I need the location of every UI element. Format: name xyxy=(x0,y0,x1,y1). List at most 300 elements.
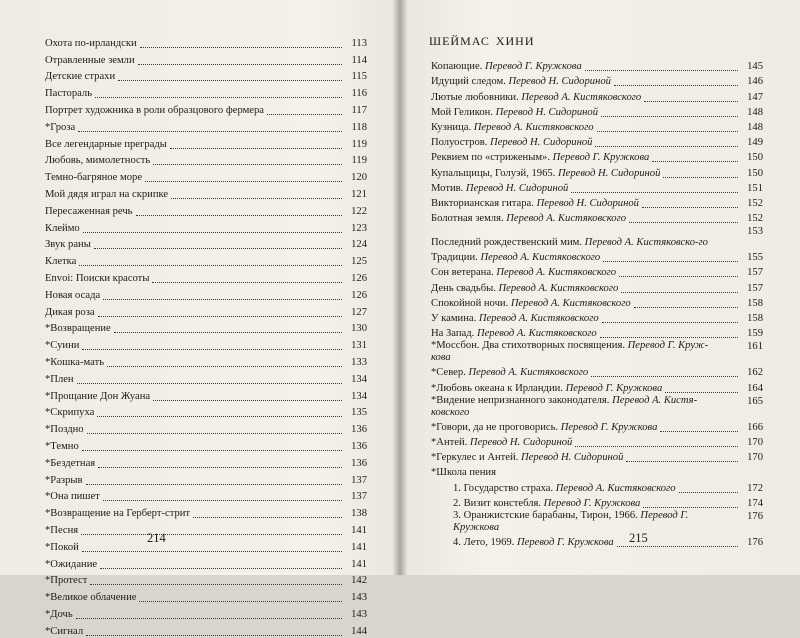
toc-entry-title xyxy=(431,383,662,395)
dot-leader xyxy=(98,467,342,468)
toc-entry xyxy=(45,151,367,168)
toc-title-text: *Гроза xyxy=(45,121,76,133)
toc-title-text: Охота по-ирландски xyxy=(45,37,137,49)
toc-entry xyxy=(431,279,763,294)
toc-entry xyxy=(431,210,763,225)
toc-page-number: 134 xyxy=(351,373,367,385)
toc-translator: Перевод Г. Круж-кова xyxy=(431,340,709,364)
toc-entry xyxy=(45,83,367,100)
toc-title-text: Клеймо xyxy=(45,222,80,234)
toc-page-number: 157 xyxy=(747,282,763,294)
toc-entry xyxy=(45,251,367,268)
toc-title-text: *Скрипуха xyxy=(45,407,95,419)
toc-entry xyxy=(45,184,367,201)
toc-page-number: 123 xyxy=(351,222,367,234)
toc-page-number: 130 xyxy=(351,323,367,335)
dot-leader xyxy=(118,80,342,81)
toc-entry-title xyxy=(45,55,135,67)
dot-leader xyxy=(602,322,738,323)
toc-entry-title xyxy=(45,626,83,638)
toc-page-number: 170 xyxy=(747,452,763,464)
toc-entry xyxy=(431,104,763,119)
toc-title-text: Сон ветерана. xyxy=(431,267,497,279)
toc-entry xyxy=(45,352,367,369)
dot-leader xyxy=(97,416,342,417)
toc-entry-title xyxy=(45,542,79,554)
toc-page-number: 152 xyxy=(747,197,763,209)
toc-entry xyxy=(431,510,763,534)
dot-leader xyxy=(170,148,342,149)
toc-page-number: 117 xyxy=(351,104,367,116)
toc-title-text: *Любовь океана к Ирландии. xyxy=(431,382,566,394)
toc-entry-title xyxy=(45,38,137,50)
dot-leader xyxy=(652,161,738,162)
toc-page-number: 126 xyxy=(351,272,367,284)
left-page xyxy=(0,0,393,637)
toc-entry xyxy=(45,134,367,151)
book-gutter xyxy=(393,0,407,575)
toc-entry-title xyxy=(45,206,133,218)
toc-page-number: 172 xyxy=(747,482,763,494)
toc-translator: Перевод Г. Кружкова xyxy=(516,536,614,548)
toc-entry-title xyxy=(45,424,84,436)
toc-entry-title xyxy=(45,323,111,335)
toc-page-number: 137 xyxy=(351,491,367,503)
toc-page-number: 145 xyxy=(747,61,763,73)
toc-entry xyxy=(45,487,367,504)
toc-title-text: 2. Визит констебля. xyxy=(453,497,544,509)
toc-title-text: *Покой xyxy=(45,541,79,553)
toc-page-number: 122 xyxy=(351,205,367,217)
toc-entry xyxy=(45,403,367,420)
toc-entry xyxy=(45,302,367,319)
toc-entry-title xyxy=(431,452,623,464)
toc-entry-title xyxy=(45,559,97,571)
toc-translator: Перевод А. Кистяковско-го xyxy=(584,237,708,249)
toc-entry xyxy=(431,340,763,364)
toc-title-text: Пастораль xyxy=(45,88,93,100)
left-toc xyxy=(45,33,367,638)
toc-title-text: *Темно xyxy=(45,440,79,452)
dot-leader xyxy=(601,116,738,117)
dot-leader xyxy=(107,366,342,367)
toc-entry-title xyxy=(431,76,611,88)
dot-leader xyxy=(86,635,342,636)
toc-entry xyxy=(45,621,367,638)
right-toc xyxy=(431,58,763,549)
dot-leader xyxy=(600,337,738,338)
toc-entry xyxy=(431,134,763,149)
dot-leader xyxy=(81,534,342,535)
dot-leader xyxy=(617,546,738,547)
toc-title-text: *Плен xyxy=(45,373,74,385)
toc-page-number: 176 xyxy=(747,510,763,522)
toc-title-text: *Она пишет xyxy=(45,491,100,503)
dot-leader xyxy=(571,192,738,193)
toc-title-text: *Песня xyxy=(45,524,79,536)
toc-entry-title xyxy=(431,198,639,210)
dot-leader xyxy=(660,431,738,432)
toc-entry-title xyxy=(431,467,496,479)
toc-title-text: День свадьбы. xyxy=(431,282,499,294)
toc-entry-title xyxy=(431,107,598,119)
toc-translator: Перевод А. Кистяковского xyxy=(521,91,642,103)
toc-entry xyxy=(45,436,367,453)
dot-leader xyxy=(621,292,738,293)
toc-page-number: 134 xyxy=(351,390,367,402)
toc-title-text: Отравленные земли xyxy=(45,54,135,66)
toc-title-text: *Ожидание xyxy=(45,558,98,570)
toc-page-number: 141 xyxy=(351,558,367,570)
toc-entry xyxy=(431,310,763,325)
toc-page-number: 165 xyxy=(747,395,763,407)
toc-title-text: Портрет художника в роли образцового фермера xyxy=(45,104,264,116)
toc-entry-title xyxy=(45,172,142,184)
toc-title-text: *Геркулес и Антей. xyxy=(431,452,521,464)
dot-leader xyxy=(83,232,342,233)
toc-page-number: 136 xyxy=(351,440,367,452)
toc-entry xyxy=(431,58,763,73)
toc-page-number: 142 xyxy=(351,575,367,587)
toc-entry-title xyxy=(45,357,104,369)
toc-page-number: 120 xyxy=(351,172,367,184)
toc-page-number: 127 xyxy=(351,306,367,318)
dot-leader xyxy=(78,131,342,132)
toc-entry-title xyxy=(45,256,76,268)
toc-entry-title xyxy=(431,183,568,195)
toc-entry xyxy=(45,503,367,520)
dot-leader xyxy=(585,70,738,71)
toc-page-number: 133 xyxy=(351,356,367,368)
toc-page-number: 148 xyxy=(747,106,763,118)
toc-entry xyxy=(431,364,763,379)
toc-entry-title xyxy=(45,139,167,151)
toc-entry-title xyxy=(45,189,168,201)
dot-leader xyxy=(138,64,342,65)
toc-page-number: 152 xyxy=(747,213,763,225)
toc-title-text: Спокойной ночи. xyxy=(431,297,511,309)
toc-page-number: 149 xyxy=(747,137,763,149)
toc-entry xyxy=(45,587,367,604)
toc-page-number: 161 xyxy=(747,341,763,353)
dot-leader xyxy=(603,261,738,262)
toc-page-number: 158 xyxy=(747,313,763,324)
toc-entry-title xyxy=(45,592,136,604)
dot-leader xyxy=(87,433,342,434)
toc-title-text: Мотив. xyxy=(431,182,466,194)
toc-title-text: *Поздно xyxy=(45,424,84,436)
toc-entry-title xyxy=(431,340,711,364)
toc-entry-title xyxy=(431,237,711,249)
toc-entry-title xyxy=(45,307,95,319)
toc-title-text: Купальщицы, Голуэй, 1965. xyxy=(431,167,558,179)
toc-page-number: 119 xyxy=(351,138,367,150)
toc-translator: Перевод Г. Кружкова xyxy=(560,421,658,433)
toc-title-text: *Бездетная xyxy=(45,457,96,469)
toc-entry-title xyxy=(45,122,75,134)
toc-entry-title xyxy=(431,437,572,449)
dot-leader xyxy=(619,276,738,277)
dot-leader xyxy=(82,349,342,350)
toc-entry-title xyxy=(45,239,91,251)
toc-title-text: Традиции. xyxy=(431,252,481,264)
toc-title-text: Темно-багряное море xyxy=(45,172,143,184)
toc-entry xyxy=(431,180,763,195)
toc-page-number: 162 xyxy=(747,367,763,379)
toc-title-text: Викторианская гитара. xyxy=(431,197,537,209)
toc-title-text: Мой дядя играл на скрипке xyxy=(45,188,169,200)
toc-entry xyxy=(431,164,763,179)
toc-title-text: 4. Лето, 1969. xyxy=(453,536,517,548)
dot-leader xyxy=(82,551,342,552)
dot-leader xyxy=(193,517,342,518)
toc-entry xyxy=(431,264,763,279)
toc-title-text: Последний рождественский мим. xyxy=(431,237,585,249)
toc-title-text: *Видение непризнанного законодателя. xyxy=(431,394,613,406)
dot-leader xyxy=(575,446,738,447)
toc-translator: Перевод А. Кистяковского xyxy=(498,282,619,294)
toc-entry-title xyxy=(45,273,149,285)
dot-leader xyxy=(95,97,342,98)
toc-page-number: 170 xyxy=(747,436,763,448)
dot-leader xyxy=(82,450,342,451)
toc-entry-title xyxy=(431,252,600,264)
toc-title-text: Детские страхи xyxy=(45,71,116,83)
toc-entry xyxy=(45,33,367,50)
toc-title-text: Реквием по «стриженым». xyxy=(431,152,553,164)
dot-leader xyxy=(642,207,738,208)
toc-page-number: 136 xyxy=(351,424,367,436)
toc-title-text: *Суини xyxy=(45,340,80,352)
dot-leader xyxy=(597,131,738,132)
dot-leader xyxy=(140,47,342,48)
toc-entry xyxy=(431,419,763,434)
dot-leader xyxy=(103,500,342,501)
toc-entry-title xyxy=(431,483,676,495)
toc-page-number: 131 xyxy=(351,340,367,352)
toc-title-text: *Возвращение xyxy=(45,323,111,335)
toc-page-number: 124 xyxy=(351,239,367,251)
toc-entry-title xyxy=(45,340,79,352)
toc-page-number: 157 xyxy=(747,267,763,279)
toc-translator: Перевод А. Кистяковского xyxy=(496,267,617,279)
toc-entry-title xyxy=(45,374,74,386)
dot-leader xyxy=(643,507,738,508)
toc-translator: Перевод А. Кистяковского xyxy=(468,367,589,379)
toc-entry xyxy=(45,67,367,84)
toc-entry-title xyxy=(45,458,95,470)
toc-entry xyxy=(45,571,367,588)
toc-page-number: 155 xyxy=(747,252,763,264)
toc-entry xyxy=(45,537,367,554)
toc-translator: Перевод А. Кистяковского xyxy=(510,297,631,309)
toc-translator: Перевод А. Кистяковского xyxy=(473,121,594,133)
toc-page-number: 114 xyxy=(351,54,367,66)
toc-page-number: 150 xyxy=(747,167,763,179)
toc-entry-title xyxy=(45,290,100,302)
toc-page-number: 136 xyxy=(351,457,367,469)
toc-entry xyxy=(431,119,763,134)
toc-translator: Перевод Н. Сидориной xyxy=(465,182,569,194)
dot-leader xyxy=(591,376,738,377)
toc-entry xyxy=(45,218,367,235)
toc-title-text: Клетка xyxy=(45,256,77,268)
dot-leader xyxy=(76,618,342,619)
dot-leader xyxy=(86,484,343,485)
toc-entry xyxy=(431,379,763,394)
toc-entry xyxy=(45,335,367,352)
toc-page-number: 125 xyxy=(351,256,367,268)
toc-page-number: 119 xyxy=(351,155,367,167)
dot-leader xyxy=(152,282,342,283)
toc-entry-title xyxy=(45,223,80,235)
toc-entry-title xyxy=(431,92,641,104)
dot-leader xyxy=(171,198,342,199)
toc-translator: Перевод Г. Кружкова xyxy=(565,382,663,394)
toc-entry xyxy=(45,470,367,487)
toc-entry-title xyxy=(431,367,588,379)
toc-entry xyxy=(45,167,367,184)
dot-leader xyxy=(595,146,738,147)
toc-page-number: 158 xyxy=(747,297,763,309)
toc-title-text: Мой Геликон. xyxy=(431,106,496,118)
dot-leader xyxy=(644,101,738,102)
toc-translator: Перевод А. Кистяковского xyxy=(478,313,599,324)
toc-title-text: Пересаженная речь xyxy=(45,205,133,217)
toc-entry-title xyxy=(45,441,79,453)
toc-translator: Перевод Г. Кружкова xyxy=(552,152,650,164)
toc-title-text: *Великое облачение xyxy=(45,592,137,604)
toc-entry-title xyxy=(431,313,599,325)
toc-entry-title xyxy=(45,105,264,117)
toc-entry xyxy=(45,453,367,470)
toc-title-text: Дикая роза xyxy=(45,306,95,318)
toc-entry-title xyxy=(431,395,711,419)
toc-entry xyxy=(45,50,367,67)
toc-entry-title xyxy=(431,137,592,149)
toc-page-number: 143 xyxy=(351,592,367,604)
toc-entry xyxy=(45,386,367,403)
toc-entry-title xyxy=(45,88,92,100)
author-heading: ШЕЙМАС ХИНИ xyxy=(429,34,535,48)
dot-leader xyxy=(153,400,342,401)
toc-entry xyxy=(431,225,763,249)
toc-entry-title xyxy=(45,475,83,487)
toc-title-text: 3. Оранжистские барабаны, Тирон, 1966. xyxy=(453,509,641,521)
toc-page-number: 148 xyxy=(747,121,763,133)
toc-title-text: Все легендарные преграды xyxy=(45,138,167,150)
toc-entry xyxy=(45,419,367,436)
dot-leader xyxy=(267,114,342,115)
toc-translator: Перевод Н. Сидориной xyxy=(508,76,611,88)
toc-title-text: Копающие. xyxy=(431,61,485,73)
dot-leader xyxy=(629,222,738,223)
toc-entry xyxy=(431,449,763,464)
toc-entry xyxy=(45,285,367,302)
toc-title-text: Полуостров. xyxy=(431,137,491,149)
toc-entry xyxy=(431,395,763,419)
dot-leader xyxy=(77,383,342,384)
toc-page-number: 150 xyxy=(747,152,763,164)
left-page-number: 214 xyxy=(147,531,166,545)
dot-leader xyxy=(145,181,342,182)
toc-title-text: *Говори, да не проговорись. xyxy=(431,421,561,433)
toc-page-number: 151 xyxy=(747,182,763,194)
toc-entry-title xyxy=(431,422,657,434)
toc-entry-title xyxy=(431,152,649,164)
toc-translator: Перевод Г. Кружкова xyxy=(453,509,689,533)
toc-entry xyxy=(45,117,367,134)
toc-entry xyxy=(431,149,763,164)
toc-translator: Перевод А. Кистяковского xyxy=(555,482,676,494)
toc-title-text: *Север. xyxy=(431,367,469,379)
dot-leader xyxy=(90,584,342,585)
dot-leader xyxy=(79,265,342,266)
toc-translator: Перевод Н. Сидориной xyxy=(490,137,593,149)
toc-entry xyxy=(431,434,763,449)
toc-page-number: 159 xyxy=(747,328,763,340)
dot-leader xyxy=(136,215,343,216)
toc-title-text: Любовь, мимолетность xyxy=(45,155,151,167)
toc-title-text: Болотная земля. xyxy=(431,213,507,225)
right-page xyxy=(407,0,800,575)
toc-entry xyxy=(45,235,367,252)
dot-leader xyxy=(114,332,342,333)
toc-title-text: *Дочь xyxy=(45,608,73,620)
toc-title-text: *Кошка-мать xyxy=(45,356,105,368)
toc-entry xyxy=(45,319,367,336)
toc-entry-title xyxy=(45,155,150,167)
dot-leader xyxy=(679,492,738,493)
toc-entry-title xyxy=(431,267,616,279)
toc-entry-title xyxy=(431,122,594,134)
toc-entry-title xyxy=(431,328,597,340)
toc-entry xyxy=(431,479,763,494)
toc-page-number: 164 xyxy=(747,382,763,394)
toc-page-number: 141 xyxy=(351,541,367,553)
toc-page-number: 118 xyxy=(351,121,367,133)
dot-leader xyxy=(153,164,342,165)
toc-page-number: 115 xyxy=(351,71,367,83)
toc-title-text: У камина. xyxy=(431,313,479,324)
toc-entry-title xyxy=(431,537,614,549)
toc-entry-title xyxy=(45,391,150,403)
toc-translator: Перевод Н. Сидориной xyxy=(495,106,599,118)
toc-page-number: 143 xyxy=(351,608,367,620)
toc-title-text: *Антей. xyxy=(431,436,470,448)
toc-entry xyxy=(45,520,367,537)
toc-title-text: На Запад. xyxy=(431,328,477,340)
toc-translator: Перевод Н. Сидориной xyxy=(536,197,639,209)
toc-page-number: 126 xyxy=(351,289,367,301)
toc-page-number: 141 xyxy=(351,524,367,536)
toc-entry xyxy=(45,201,367,218)
dot-leader xyxy=(634,307,738,308)
toc-title-text: *Возвращение на Герберт-стрит xyxy=(45,508,191,520)
toc-entry xyxy=(431,73,763,88)
toc-entry xyxy=(431,88,763,103)
toc-page-number: 121 xyxy=(351,188,367,200)
toc-entry-title xyxy=(431,510,703,534)
toc-title-text: Лютые любовники. xyxy=(431,91,522,103)
toc-page-number: 137 xyxy=(351,474,367,486)
toc-translator: Перевод Г. Кружкова xyxy=(543,497,641,509)
toc-entry xyxy=(45,100,367,117)
toc-entry-title xyxy=(431,61,582,73)
toc-entry xyxy=(431,295,763,310)
toc-page-number: 116 xyxy=(351,88,367,100)
toc-entry-title xyxy=(431,498,640,510)
